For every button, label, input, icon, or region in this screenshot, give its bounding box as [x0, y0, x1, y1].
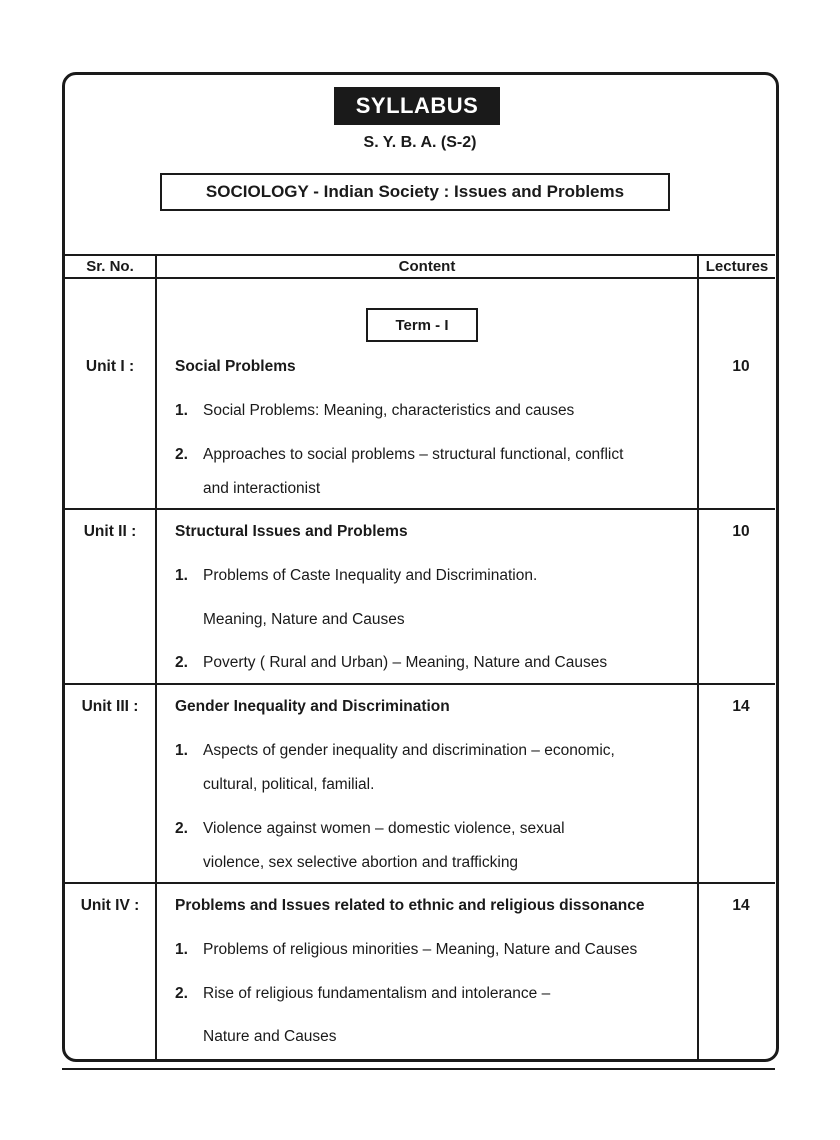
lecture-count: 10	[732, 523, 750, 540]
item-text: Poverty ( Rural and Urban) – Meaning, Nature and Causes	[203, 654, 608, 671]
item-number: 2.	[175, 820, 188, 837]
item-text-continued: cultural, political, familial.	[203, 776, 375, 793]
subject-title: SOCIOLOGY - Indian Society : Issues and Problems	[160, 173, 670, 211]
item-number: 2.	[175, 985, 188, 1002]
item-number: 2.	[175, 654, 188, 671]
unit-title: Gender Inequality and Discrimination	[175, 698, 450, 715]
item-text: Social Problems: Meaning, characteristics and causes	[203, 402, 575, 419]
header-bottom-rule	[64, 277, 775, 279]
row-divider-1	[64, 508, 775, 510]
item-text: Violence against women – domestic violence, sexual	[203, 820, 565, 837]
item-text: Approaches to social problems – structural functional, conflict	[203, 446, 624, 463]
footer-rule	[62, 1068, 775, 1070]
row-divider-2	[64, 683, 775, 685]
unit-title: Social Problems	[175, 358, 296, 375]
item-text: Rise of religious fundamentalism and intolerance –	[203, 985, 551, 1002]
table-top-rule	[64, 254, 775, 256]
item-text: Problems of Caste Inequality and Discrimination.	[203, 567, 538, 584]
item-text: Problems of religious minorities – Meaning, Nature and Causes	[203, 941, 638, 958]
item-number: 2.	[175, 446, 188, 463]
item-text: Aspects of gender inequality and discrimination – economic,	[203, 742, 615, 759]
unit-title: Problems and Issues related to ethnic and religious dissonance	[175, 897, 645, 914]
item-text-continued: and interactionist	[203, 480, 321, 497]
item-text-continued: violence, sex selective abortion and trafficking	[203, 854, 519, 871]
syllabus-title: SYLLABUS	[334, 87, 500, 125]
row-divider-3	[64, 882, 775, 884]
item-number: 1.	[175, 567, 188, 584]
term-label: Term - I	[366, 308, 478, 342]
column-header-content: Content	[398, 258, 456, 275]
column-header-sr-no: Sr. No.	[86, 258, 134, 275]
unit-label: Unit II :	[83, 523, 137, 540]
item-text-continued: Meaning, Nature and Causes	[203, 611, 405, 628]
unit-label: Unit IV :	[80, 897, 140, 914]
item-text-continued: Nature and Causes	[203, 1028, 337, 1045]
unit-label: Unit III :	[81, 698, 139, 715]
lecture-count: 14	[732, 897, 750, 914]
unit-title: Structural Issues and Problems	[175, 523, 408, 540]
lecture-count: 10	[732, 358, 750, 375]
item-number: 1.	[175, 402, 188, 419]
item-number: 1.	[175, 742, 188, 759]
unit-label: Unit I :	[85, 358, 135, 375]
column-header-lectures: Lectures	[705, 258, 769, 275]
lecture-count: 14	[732, 698, 750, 715]
item-number: 1.	[175, 941, 188, 958]
course-code: S. Y. B. A. (S-2)	[363, 134, 477, 151]
